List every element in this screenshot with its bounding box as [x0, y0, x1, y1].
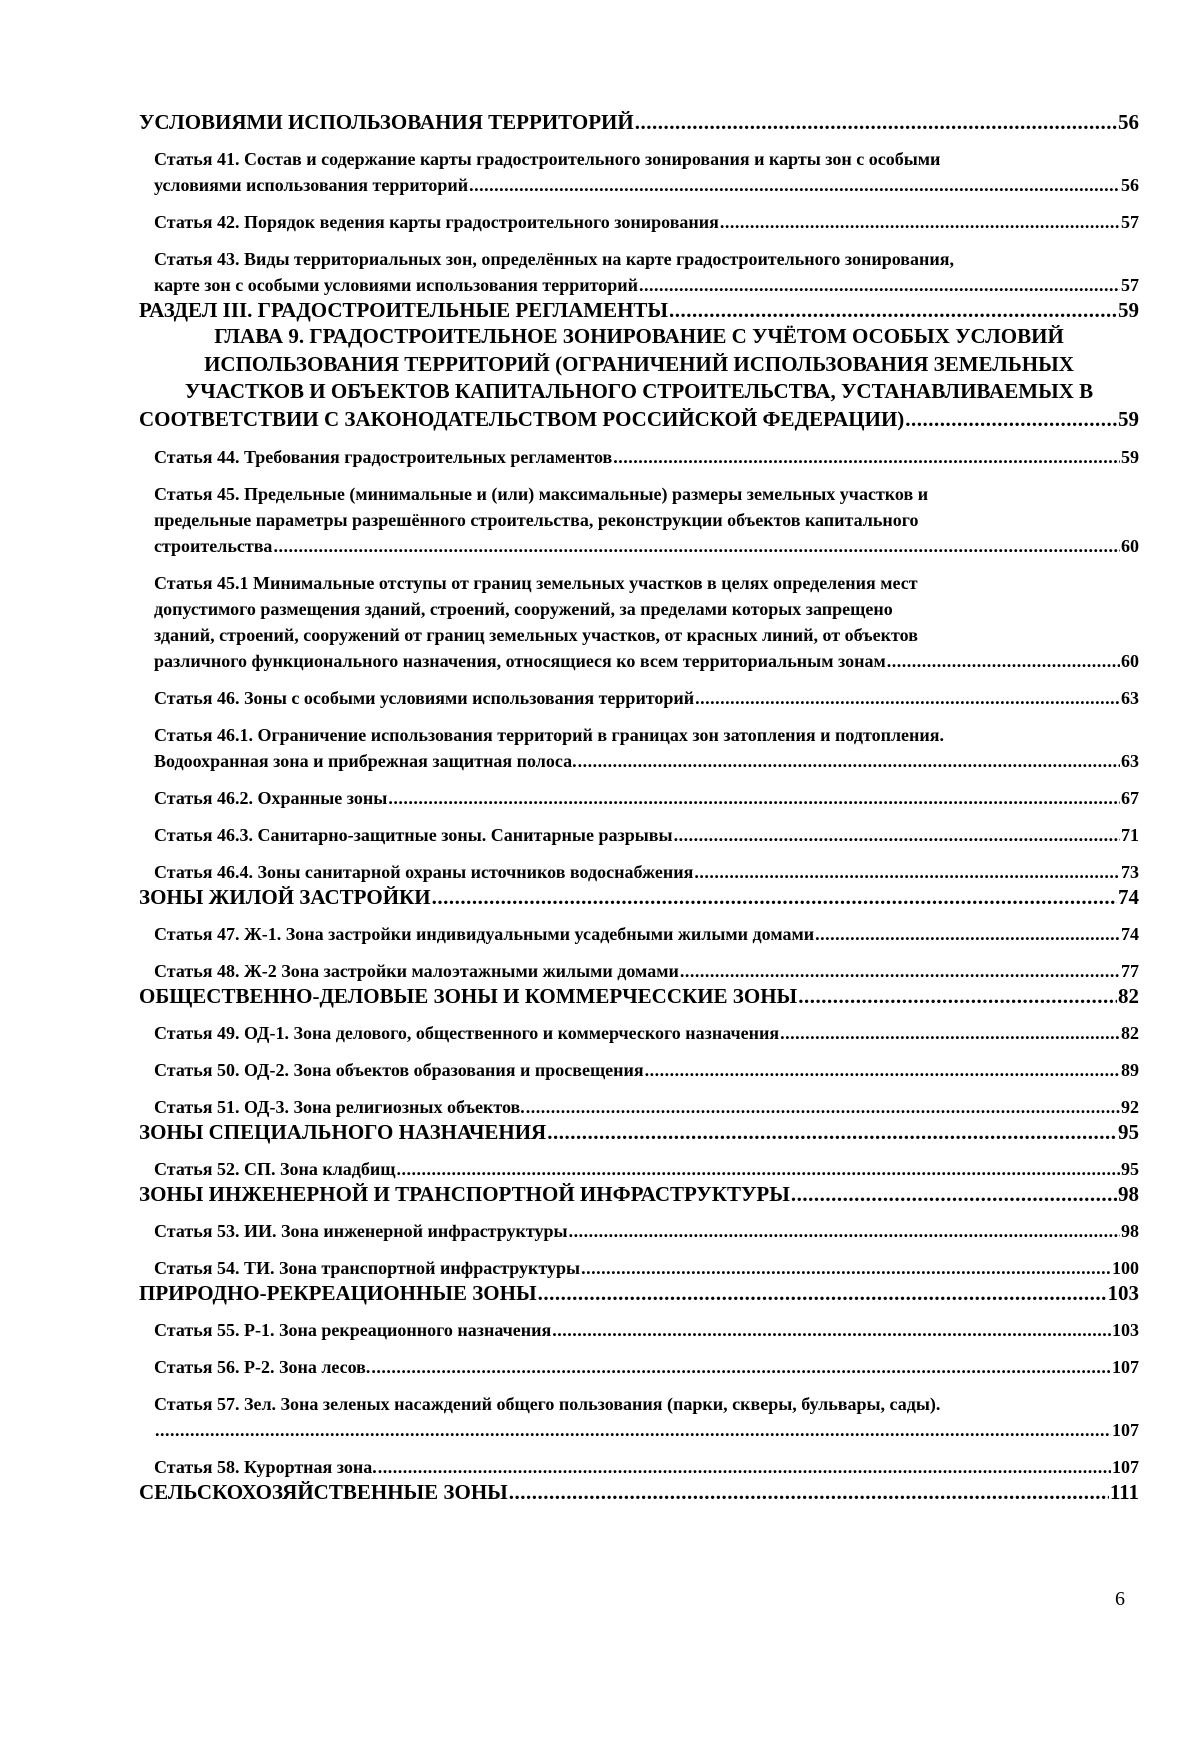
toc-page-number: 57 — [1121, 212, 1139, 232]
dot-leader — [635, 110, 1117, 135]
toc-page-number: 107 — [1112, 1457, 1139, 1477]
toc-entry-text: Статья 53. ИИ. Зона инженерной инфраструктуры — [154, 1221, 568, 1241]
toc-entry-text: ОБЩЕСТВЕННО-ДЕЛОВЫЕ ЗОНЫ И КОММЕРЧЕССКИЕ ЗОНЫ — [139, 984, 798, 1008]
dot-leader — [578, 748, 1120, 774]
toc-entry-text: Статья 45. Предельные (минимальные и (или) максимальные) размеры земельных участков и — [154, 484, 929, 504]
toc-entry-text: Статья 44. Требования градостроительных регламентов — [154, 447, 613, 467]
toc-entry-text: Статья 46.1. Ограничение использования территорий в границах зон затопления и подтопления. — [154, 725, 945, 745]
toc-section[interactable] — [139, 984, 1139, 1009]
toc-entry-text: Статья 49. ОД-1. Зона делового, общественного и коммерческого назначения — [154, 1023, 780, 1043]
toc-article[interactable] — [154, 722, 1139, 774]
toc-article[interactable] — [154, 958, 1139, 984]
toc-article[interactable] — [154, 246, 1139, 298]
toc-page-number: 77 — [1121, 961, 1139, 981]
toc-section[interactable] — [139, 110, 1139, 135]
dot-leader — [720, 209, 1120, 235]
toc-article[interactable] — [154, 1317, 1139, 1343]
dot-leader — [680, 958, 1120, 984]
dot-leader — [613, 444, 1120, 470]
toc-page-number: 74 — [1121, 924, 1139, 944]
toc-page-number: 59 — [1118, 298, 1139, 322]
dot-leader — [645, 1057, 1120, 1083]
toc-entry-text: Статья 50. ОД-2. Зона объектов образования и просвещения — [154, 1060, 644, 1080]
toc-entry-text: Статья 46.3. Санитарно-защитные зоны. Санитарные разрывы — [154, 825, 673, 845]
toc-page-number: 60 — [1121, 651, 1139, 671]
toc-article[interactable] — [154, 685, 1139, 711]
toc-page-number: 103 — [1112, 1320, 1139, 1340]
dot-leader — [509, 1480, 1109, 1505]
toc-entry-text: УСЛОВИЯМИ ИСПОЛЬЗОВАНИЯ ТЕРРИТОРИЙ — [139, 110, 634, 134]
dot-leader — [639, 272, 1120, 298]
toc-page-number: 71 — [1121, 825, 1139, 845]
toc-page-number: 89 — [1121, 1060, 1139, 1080]
toc-entry-text: карте зон с особыми условиями использования территорий — [154, 275, 638, 295]
toc-entry-text: УЧАСТКОВ И ОБЪЕКТОВ КАПИТАЛЬНОГО СТРОИТЕЛЬСТВА, УСТАНАВЛИВАЕМЫХ В — [184, 379, 1094, 403]
toc-entry-text: Статья 46.2. Охранные зоны — [154, 788, 388, 808]
toc-entry-text: ИСПОЛЬЗОВАНИЯ ТЕРРИТОРИЙ (ОГРАНИЧЕНИЙ ИСПОЛЬЗОВАНИЯ ЗЕМЕЛЬНЫХ — [204, 351, 1074, 376]
toc-entry-text: Статья 42. Порядок ведения карты градостроительного зонирования — [154, 212, 719, 232]
table-of-contents — [139, 110, 1139, 1505]
dot-leader — [887, 648, 1120, 674]
toc-page-number: 103 — [1107, 1281, 1139, 1305]
dot-leader — [669, 298, 1117, 323]
toc-page-number: 73 — [1121, 862, 1139, 882]
dot-leader — [815, 921, 1120, 947]
toc-page-number: 57 — [1121, 275, 1139, 295]
page-number: 6 — [1115, 1588, 1125, 1610]
toc-page-number: 56 — [1118, 110, 1139, 134]
toc-article[interactable] — [154, 444, 1139, 470]
toc-article[interactable] — [154, 859, 1139, 885]
toc-page-number: 82 — [1121, 1023, 1139, 1043]
toc-entry-text: условиями использования территорий — [154, 175, 469, 195]
toc-entry-text: ПРИРОДНО-РЕКРЕАЦИОННЫЕ ЗОНЫ — [139, 1281, 537, 1305]
toc-entry-text: Статья 55. Р-1. Зона рекреационного назначения — [154, 1320, 552, 1340]
dot-leader — [273, 533, 1120, 559]
toc-entry-text: Статья 56. Р-2. Зона лесов. — [154, 1357, 371, 1377]
toc-section[interactable] — [139, 1120, 1139, 1145]
toc-article[interactable] — [154, 146, 1139, 198]
toc-entry-text: Статья 51. ОД-3. Зона религиозных объектов. — [154, 1097, 525, 1117]
toc-entry-text: Статья 41. Состав и содержание карты градостроительного зонирования и карты зон с особыми — [154, 149, 941, 169]
toc-article[interactable] — [154, 570, 1139, 674]
dot-leader — [798, 984, 1117, 1009]
toc-page-number: 98 — [1118, 1182, 1139, 1206]
toc-entry-text: ГЛАВА 9. ГРАДОСТРОИТЕЛЬНОЕ ЗОНИРОВАНИЕ С УЧЁТОМ ОСОБЫХ УСЛОВИЙ — [214, 324, 1064, 348]
toc-page-number: 95 — [1121, 1159, 1139, 1179]
dot-leader — [694, 859, 1120, 885]
toc-section[interactable] — [139, 885, 1139, 910]
dot-leader — [552, 1317, 1111, 1343]
toc-entry-text: различного функционального назначения, относящиеся ко всем территориальным зонам — [154, 651, 886, 671]
dot-leader — [695, 685, 1120, 711]
toc-article[interactable] — [154, 1057, 1139, 1083]
toc-entry-text: ЗОНЫ СПЕЦИАЛЬНОГО НАЗНАЧЕНИЯ — [139, 1120, 547, 1144]
toc-page-number: 60 — [1121, 536, 1139, 556]
toc-page-number: 82 — [1118, 984, 1139, 1008]
toc-article[interactable] — [154, 1218, 1139, 1244]
toc-entry-text: Водоохранная зона и прибрежная защитная полоса. — [154, 751, 577, 771]
toc-section[interactable] — [139, 1281, 1139, 1306]
toc-article[interactable] — [154, 1354, 1139, 1380]
toc-section[interactable] — [139, 1182, 1139, 1207]
toc-page-number: 59 — [1121, 447, 1139, 467]
toc-entry-text: строительства — [154, 536, 273, 556]
toc-page-number: 111 — [1109, 1480, 1139, 1504]
toc-page-number: 107 — [1112, 1357, 1139, 1377]
dot-leader — [538, 1281, 1107, 1306]
toc-entry-text: РАЗДЕЛ III. ГРАДОСТРОИТЕЛЬНЫЕ РЕГЛАМЕНТЫ — [139, 298, 669, 322]
toc-entry-text: СООТВЕТСТВИИ С ЗАКОНОДАТЕЛЬСТВОМ РОССИЙСКОЙ ФЕДЕРАЦИИ) — [139, 406, 905, 431]
toc-entry-text: предельные параметры разрешённого строительства, реконструкции объектов капитального — [154, 510, 919, 530]
toc-article[interactable] — [154, 209, 1139, 235]
toc-page-number: 95 — [1118, 1120, 1139, 1144]
dot-leader — [780, 1020, 1120, 1046]
toc-entry-text: Статья 43. Виды территориальных зон, определённых на карте градостроительного зонирования, — [154, 249, 954, 269]
toc-entry-text: Статья 46.4. Зоны санитарной охраны источников водоснабжения — [154, 862, 694, 882]
toc-entry-text: Статья 47. Ж-1. Зона застройки индивидуальными усадебными жилыми домами — [154, 924, 815, 944]
toc-page-number: 74 — [1118, 885, 1139, 909]
dot-leader — [388, 785, 1120, 811]
toc-page-number: 98 — [1121, 1221, 1139, 1241]
dot-leader — [581, 1255, 1111, 1281]
toc-entry-text: допустимого размещения зданий, строений, сооружений, за пределами которых запрещено — [154, 599, 893, 619]
toc-article[interactable] — [154, 785, 1139, 811]
toc-entry-text: Статья 57. Зел. Зона зеленых насаждений общего пользования (парки, скверы, бульвары, сады). — [154, 1394, 941, 1414]
dot-leader — [371, 1354, 1111, 1380]
toc-entry-text: Статья 46. Зоны с особыми условиями использования территорий — [154, 688, 695, 708]
dot-leader — [396, 1156, 1120, 1182]
dot-leader — [547, 1120, 1117, 1145]
dot-leader — [791, 1182, 1117, 1207]
toc-page-number: 56 — [1121, 175, 1139, 195]
toc-article[interactable] — [154, 1094, 1139, 1120]
toc-article[interactable] — [154, 1255, 1139, 1281]
dot-leader — [432, 885, 1117, 910]
toc-article[interactable] — [154, 1020, 1139, 1046]
toc-entry-text: СЕЛЬСКОХОЗЯЙСТВЕННЫЕ ЗОНЫ — [139, 1480, 508, 1504]
toc-entry-text: Статья 52. СП. Зона кладбищ — [154, 1159, 396, 1179]
toc-page-number: 92 — [1121, 1097, 1139, 1117]
toc-page-number: 59 — [1118, 406, 1139, 431]
toc-entry-text: Статья 45.1 Минимальные отступы от границ земельных участков в целях определения мест — [154, 573, 918, 593]
toc-entry-text: Статья 48. Ж-2 Зона застройки малоэтажными жилыми домами — [154, 961, 679, 981]
toc-chapter[interactable] — [139, 323, 1139, 433]
dot-leader — [378, 1454, 1111, 1480]
toc-entry-text: зданий, строений, сооружений от границ земельных участков, от красных линий, от объектов — [154, 625, 918, 645]
toc-page-number: 67 — [1121, 788, 1139, 808]
toc-article[interactable] — [154, 1391, 1139, 1443]
toc-page-number: 63 — [1121, 688, 1139, 708]
toc-article[interactable] — [154, 1454, 1139, 1480]
toc-article[interactable] — [154, 481, 1139, 559]
toc-entry-text: ЗОНЫ ЖИЛОЙ ЗАСТРОЙКИ — [139, 885, 431, 909]
toc-entry-text: Статья 54. ТИ. Зона транспортной инфраструктуры — [154, 1258, 581, 1278]
toc-article[interactable] — [154, 1156, 1139, 1182]
toc-section[interactable] — [139, 1480, 1139, 1505]
dot-leader — [569, 1218, 1120, 1244]
dot-leader — [469, 172, 1120, 198]
dot-leader — [155, 1417, 1111, 1443]
toc-entry-text: Статья 58. Курортная зона. — [154, 1457, 377, 1477]
toc-page-number: 107 — [1112, 1420, 1139, 1440]
toc-section[interactable] — [139, 298, 1139, 323]
dot-leader — [674, 822, 1120, 848]
dot-leader — [526, 1094, 1120, 1120]
toc-page-number: 100 — [1112, 1258, 1139, 1278]
toc-article[interactable] — [154, 921, 1139, 947]
toc-article[interactable] — [154, 822, 1139, 848]
toc-entry-text: ЗОНЫ ИНЖЕНЕРНОЙ И ТРАНСПОРТНОЙ ИНФРАСТРУКТУРЫ — [139, 1182, 790, 1206]
toc-page-number: 63 — [1121, 751, 1139, 771]
dot-leader — [905, 406, 1117, 434]
